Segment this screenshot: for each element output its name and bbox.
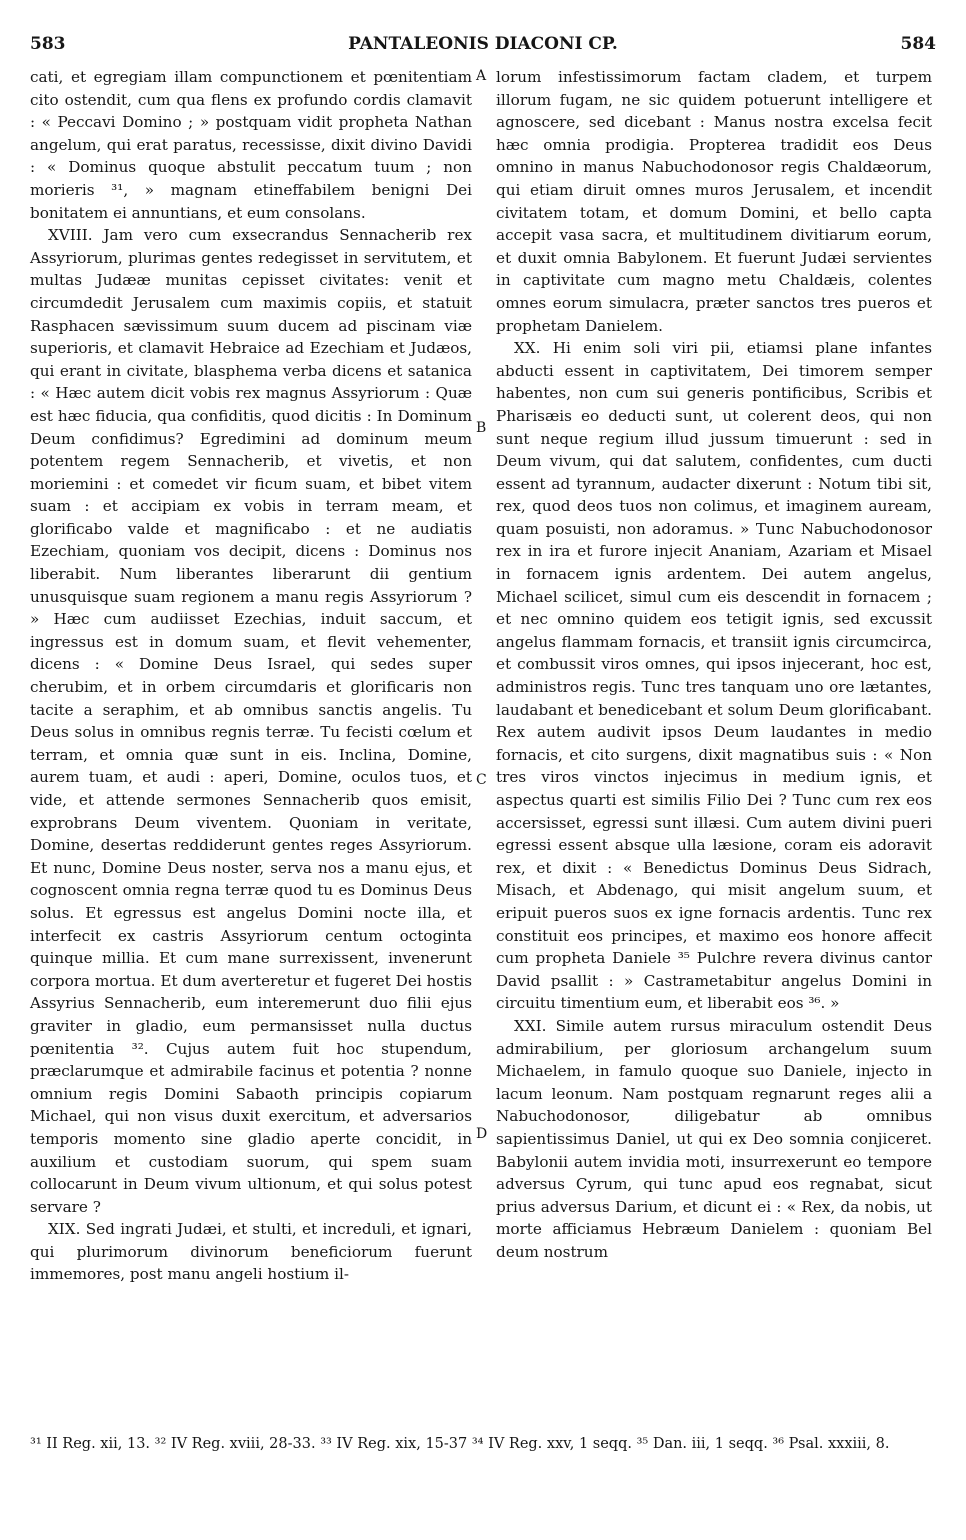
margin-marker-d: D <box>476 1126 488 1142</box>
page-header <box>30 34 936 60</box>
paragraph-xviii: XVIII. Jam vero cum exsecrandus Sennacherib rex Assyriorum, plurimas gentes redegisset in servitutem, et multas Judææ munitas cepisset civitates: venit et circumdedit Jerusalem cum maximis copiis, et statuit Rasphacen sævissimum suum ducem ad piscinam viæ superioris, et clamavit Hebraice ad Ezechiam et Judæos, qui erant in civitate, blasphema verba dicens et satanica : « Hæc autem dicit vobis rex magnus Assyriorum : Quæ est hæc fiducia, qua confiditis, quod dicitis : In Dominum Deum confidimus? Egredimini ad dominum meum potentem regem Sennacherib, et vivetis, et non moriemini : et comedet vir ficum suam, et bibet vitem suam : et accipiam ex vobis in terram meam, et glorificabo valde et magnificabo : et ne audiatis Ezechiam, quoniam vos decipit, dicens : Dominus nos liberabit. Num liberantes liberarunt dii gentium unusquisque suam regionem a manu regis Assyriorum ? » Hæc cum audiisset Ezechias, induit saccum, et ingressus est in domum suam, et flevit vehementer, dicens : « Domine Deus Israel, qui sedes super cherubim, et in orbem circumdaris et glorificaris non tacite a seraphim, et ab omnibus sanctis angelis. Tu Deus solus in omnibus regnis terræ. Tu fecisti cœlum et terram, et omnia quæ sunt in eis. Inclina, Domine, aurem tuam, et audi : aperi, Domine, oculos tuos, et vide, et attende sermones Sennacherib quos emisit, exprobrans Deum viventem. Quoniam in veritate, Domine, desertas reddiderunt gentes reges Assyriorum. Et nunc, Domine Deus noster, serva nos a manu ejus, et cognoscent omnia regna terræ quod tu es Dominus Deus solus. Et egressus est angelus Domini nocte illa, et interfecit ex castris Assyriorum centum octoginta quinque millia. Et cum mane surrexissent, invenerunt corpora mortua. Et dum averteretur et fugeret Dei hostis Assyrius Sennacherib, eum interemerunt duo filii ejus graviter in gladio, eum permansisset nulla ductus pœnitentia ³². Cujus autem fuit hoc stupendum, præclarumque et admirabile facinus et potentia ? nonne omnium regis Domini Sabaoth principis copiarum Michael, qui non visus duxit exercitum, et adversarios temporis momento sine gladio aperte concidit, in auxilium et custodiam suorum, qui spem suam collocarunt in Deum vivum ultionum, et qui solus potest servare ? <box>30 226 472 1216</box>
margin-marker-a: A <box>476 68 487 84</box>
margin-marker-c: C <box>476 772 487 788</box>
right-column <box>496 66 932 1263</box>
paragraph-xxi: XXI. Simile autem rursus miraculum ostendit Deus admirabilium, per gloriosum archangelum suum Michaelem, in famulo quoque suo Daniele, injecto in lacum leonum. Nam postquam regnarunt reges alii a Nabuchodonosor, diligebatur ab omnibus sapientissimus Daniel, ut qui ex Deo somnia conjiceret. Babylonii autem invidia moti, insurrexerunt eo tempore adversus Cyrum, qui tunc apud eos regnabat, sicut prius adversus Darium, et dicunt ei : « Rex, da nobis, ut morte afficiamus Hebræum Danielem : quoniam Bel deum nostrum <box>496 1016 932 1261</box>
running-title: PANTALEONIS DIACONI CP. <box>348 34 618 54</box>
paragraph-xix: XIX. Sed ingrati Judæi, et stulti, et increduli, et ignari, qui plurimorum divinorum beneficiorum fuerunt immemores, post manu angeli hostium il- <box>30 1220 472 1284</box>
paragraph-continuation-right: lorum infestissimorum factam cladem, et turpem illorum fugam, ne sic quidem potuerunt intelligere et agnoscere, sed dicebant : Manus nostra excelsa fecit hæc omnia prodigia. Propterea tradidit eos Deus omnino in manus Nabuchodonosor regis Chaldæorum, qui etiam diruit omnes muros Jerusalem, et incendit civitatem totam, et domum Domini, et bello capta accepit vasa sacra, et multitudinem divitiarum eorum, et duxit omnia Babylonem. Et fuerunt Judæi servientes in captivitate cum magno metu Chaldæis, colentes omnes eorum simulacra, præter sanctos tres pueros et prophetam Danielem. <box>496 68 932 335</box>
page-number-left: 583 <box>30 34 66 54</box>
paragraph-xx: XX. Hi enim soli viri pii, etiamsi plane infantes abducti essent in captivitatem, Dei timorem semper habentes, non cum sui generis pontificibus, Scribis et Pharisæis eo deducti sunt, ut colerent deos, qui non sunt neque regium illud jussum timuerunt : sed in Deum vivum, qui dat salutem, confidentes, cum ducti essent ad tyrannum, audacter dixerunt : Notum tibi sit, rex, quod deos tuos non colimus, et imaginem auream, quam posuisti, non adoramus. » Tunc Nabuchodonosor rex in ira et furore injecit Ananiam, Azariam et Misael in fornacem ignis ardentem. Dei autem angelus, Michael scilicet, simul cum eis descendit in fornacem ; et nec omnino quidem eos tetigit ignis, sed excussit angelus flammam fornacis, et transiit ignis circumcirca, et combussit viros omnes, qui ipsos injecerant, hoc est, administros regis. Tunc tres tanquam uno ore lætantes, laudabant et benedicebant et solum Deum glorificabant. Rex autem audivit ipsos Deum laudantes in medio fornacis, et cito surgens, dixit magnatibus suis : « Non tres viros vinctos injecimus in medium ignis, et aspectus quarti est similis Filio Dei ? Tunc cum rex eos accersisset, egressi sunt illæsi. Cum autem divini pueri egressi essent absque ulla læsione, coram eis adoravit rex, et dixit : « Benedictus Dominus Deus Sidrach, Misach, et Abdenago, qui misit angelum suum, et eripuit pueros suos ex igne fornacis ardentis. Tunc rex constituit eos principes, et maximo eos honore affecit cum propheta Daniele ³⁵ Pulchre revera divinus cantor David psallit : » Castrametabitur angelus Domini in circuitu timentium eum, et liberabit eos ³⁶. » <box>496 339 932 1013</box>
margin-marker-b: B <box>476 420 487 436</box>
page-number-right: 584 <box>900 34 936 54</box>
paragraph-continuation: cati, et egregiam illam compunctionem et pœnitentiam cito ostendit, cum qua flens ex profundo cordis clamavit : « Peccavi Domino ; » postquam vidit propheta Nathan angelum, qui erat paratus, recessisse, dixit divino Davidi : « Dominus quoque abstulit peccatum tuum ; non morieris ³¹, » magnam etineffabilem benigni Dei bonitatem ei annuntians, et eum consolans. <box>30 68 472 222</box>
left-column <box>30 66 472 1286</box>
footnotes: ³¹ II Reg. xii, 13. ³² IV Reg. xviii, 28-33. ³³ IV Reg. xix, 15-37 ³⁴ IV Reg. xxv, 1 seqq. ³⁵ Dan. iii, 1 seqq. ³⁶ Psal. xxxiii, 8. <box>30 1436 890 1452</box>
